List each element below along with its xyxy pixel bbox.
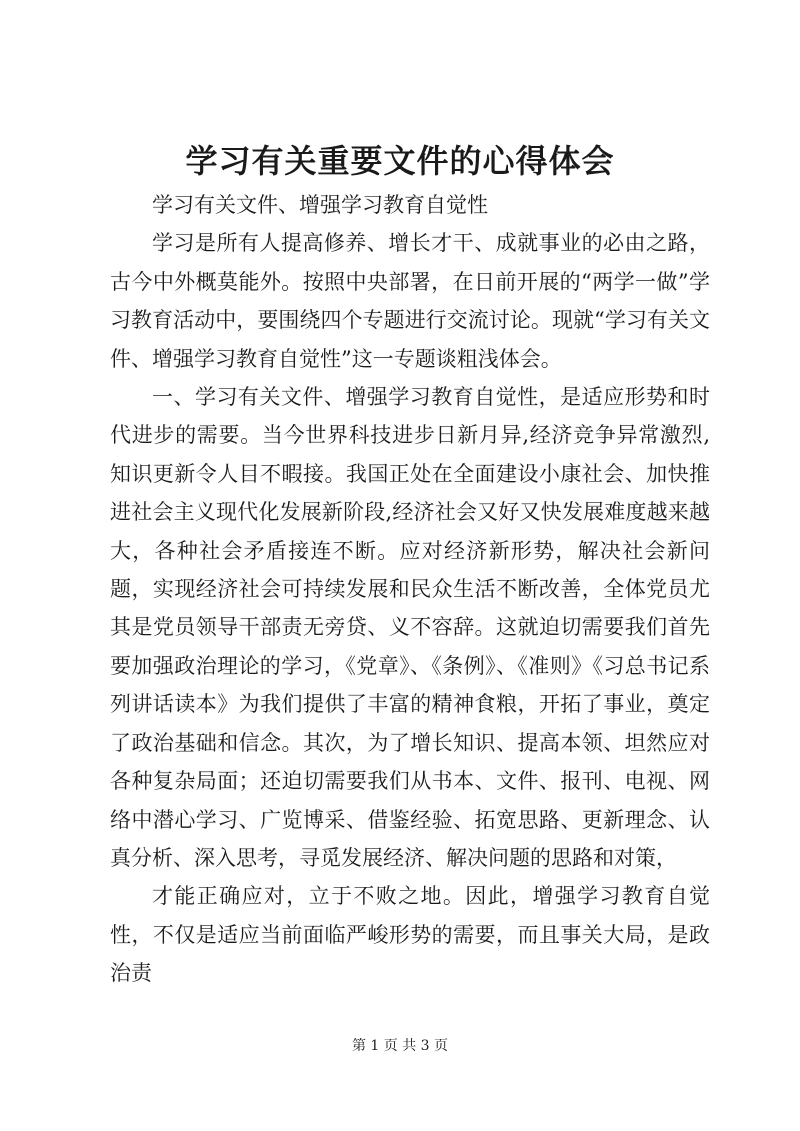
section-heading: 学习有关文件、增强学习教育自觉性 [152,193,488,217]
paragraph-continuation: 才能正确应对，立于不败之地。因此，增强学习教育自觉性，不仅是适应当前面临严峻形势的需要，而且事关大局，是政治责 [110,884,710,986]
paragraph-intro: 学习是所有人提高修养、增长才干、成就事业的必由之路，古今中外概莫能外。按照中央部署，在日前开展的“两学一做”学习教育活动中，要围绕四个专题进行交流讨论。现就“学习有关文件、增强学习教育自觉性”这一专题谈粗浅体会。 [110,231,710,371]
document-body [110,186,710,993]
page-number-footer: 第 1 页 共 3 页 [351,1038,449,1054]
document-title: 学习有关重要文件的心得体会 [185,142,615,180]
paragraph-point-one: 一、学习有关文件、增强学习教育自觉性，是适应形势和时代进步的需要。当今世界科技进步日新月异,经济竞争异常激烈,知识更新令人目不暇接。我国正处在全面建设小康社会、加快推进社会主义现代化发展新阶段,经济社会又好又快发展难度越来越大，各种社会矛盾接连不断。应对经济新形势，解决社会新问题，实现经济社会可持续发展和民众生活不断改善，全体党员尤其是党员领导干部责无旁贷、义不容辞。这就迫切需要我们首先要加强政治理论的学习，《党章》、《条例》、《准则》《习总书记系列讲话读本》为我们提供了丰富的精神食粮，开拓了事业，奠定了政治基础和信念。其次，为了增长知识、提高本领、坦然应对各种复杂局面；还迫切需要我们从书本、文件、报刊、电视、网络中潜心学习、广览博采、借鉴经验、拓宽思路、更新理念、认真分析、深入思考，寻觅发展经济、解决问题的思路和对策， [110,385,710,870]
